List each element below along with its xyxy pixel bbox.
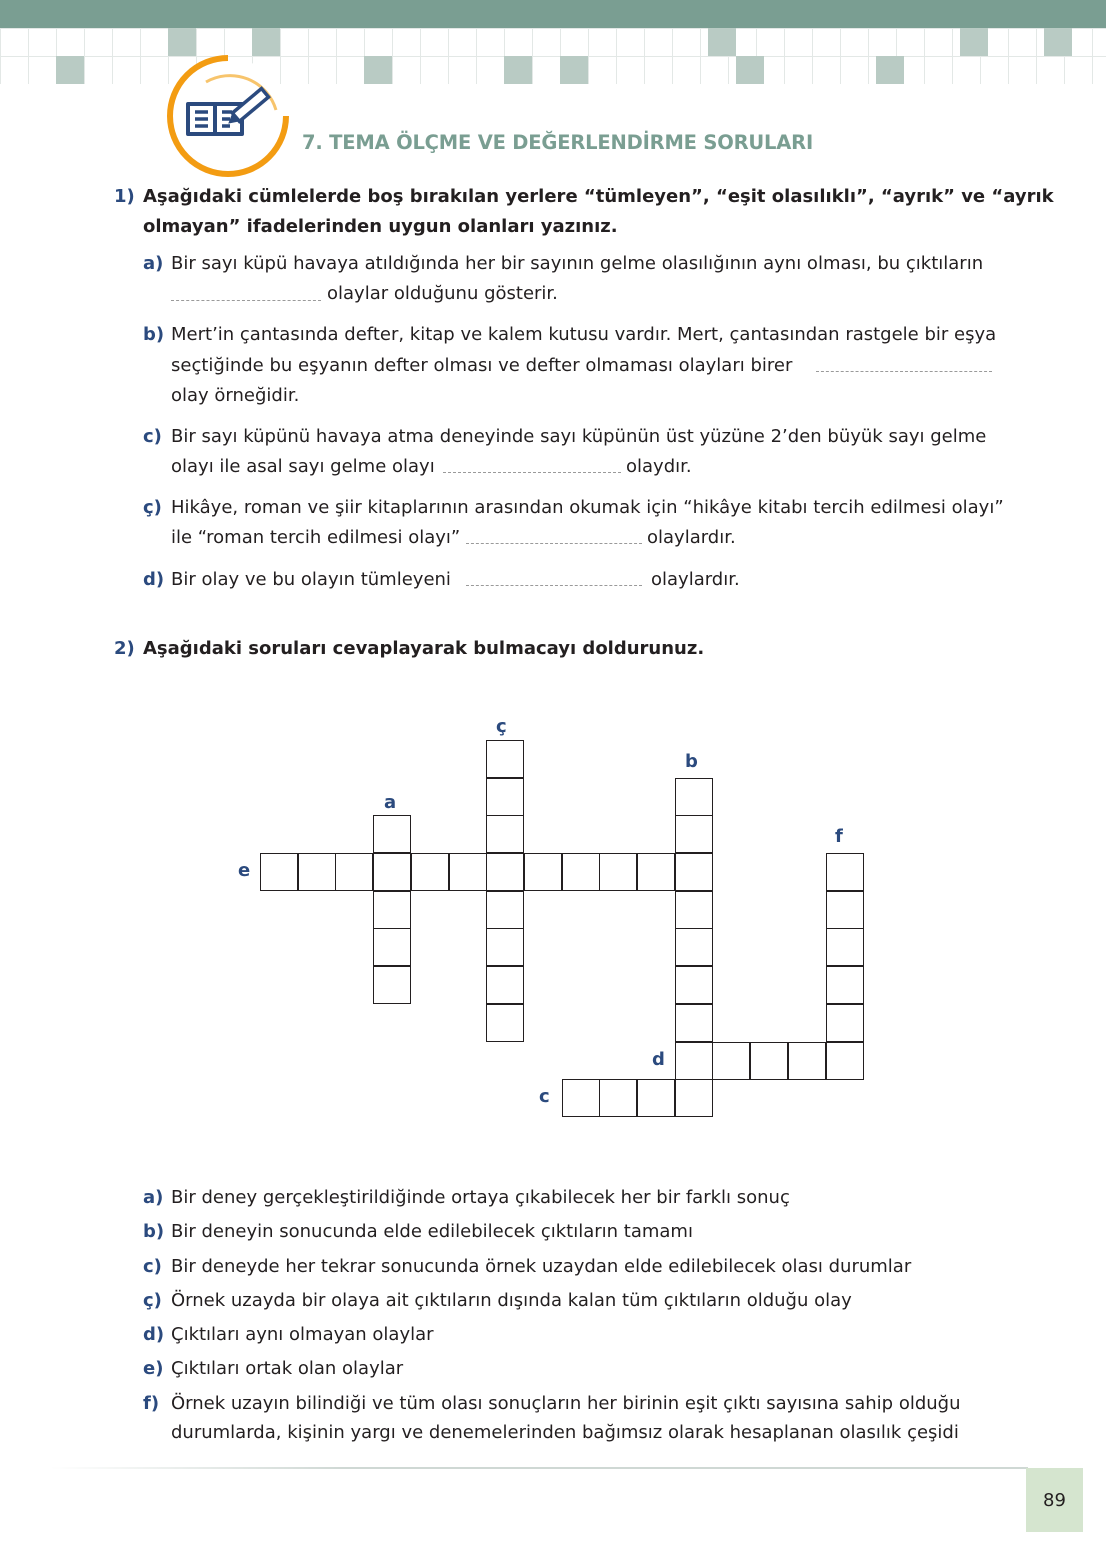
- clue-e-label: e): [143, 1358, 164, 1379]
- crossword-cell[interactable]: [675, 1004, 713, 1042]
- crossword-cell[interactable]: [826, 1004, 864, 1042]
- crossword-cell[interactable]: [675, 1042, 713, 1080]
- crossword-cell[interactable]: [826, 928, 864, 966]
- crossword-cell[interactable]: [486, 853, 524, 891]
- crossword-cell[interactable]: [675, 928, 713, 966]
- question-1-prompt-line1: Aşağıdaki cümlelerde boş bırakılan yerlere “tümleyen”, “eşit olasılıklı”, “ayrık” ve “ayrık: [143, 186, 1054, 207]
- crossword-cell[interactable]: [675, 815, 713, 853]
- crossword-cell[interactable]: [675, 853, 713, 891]
- crossword-label-f: f: [835, 826, 843, 847]
- crossword-cell[interactable]: [260, 853, 298, 891]
- crossword-cell[interactable]: [486, 815, 524, 853]
- crossword-label-d: d: [652, 1049, 665, 1070]
- clue-d-text: Çıktıları aynı olmayan olaylar: [171, 1324, 434, 1345]
- crossword-cell[interactable]: [826, 966, 864, 1004]
- crossword-cell[interactable]: [826, 853, 864, 891]
- crossword-cell[interactable]: [562, 853, 600, 891]
- question-1-number: 1): [114, 186, 135, 207]
- crossword-cell[interactable]: [373, 815, 411, 853]
- crossword-cell[interactable]: [335, 853, 373, 891]
- crossword-cell[interactable]: [373, 891, 411, 929]
- crossword-cell[interactable]: [599, 853, 637, 891]
- crossword-cell[interactable]: [675, 891, 713, 929]
- crossword-label-c-cedilla: ç: [496, 716, 507, 737]
- clue-c-label: c): [143, 1256, 162, 1277]
- item-c-line2-end: olaydır.: [626, 456, 692, 477]
- crossword-cell[interactable]: [411, 853, 449, 891]
- crossword-cell[interactable]: [486, 740, 524, 778]
- crossword-label-a: a: [384, 792, 397, 813]
- item-d-line1-end: olaylardır.: [651, 569, 740, 590]
- crossword-cell[interactable]: [298, 853, 336, 891]
- crossword-cell[interactable]: [599, 1079, 637, 1117]
- crossword-cell[interactable]: [675, 778, 713, 816]
- question-2-prompt: Aşağıdaki soruları cevaplayarak bulmacayı doldurunuz.: [143, 638, 705, 659]
- crossword-cell[interactable]: [373, 853, 411, 891]
- crossword-cell[interactable]: [486, 928, 524, 966]
- clue-c-text: Bir deneyde her tekrar sonucunda örnek uzaydan elde edilebilecek olası durumlar: [171, 1256, 912, 1277]
- answer-blank-c-cedilla[interactable]: [466, 543, 642, 544]
- item-b-label: b): [143, 324, 165, 345]
- book-pencil-icon: [166, 54, 290, 178]
- crossword-cell[interactable]: [373, 966, 411, 1004]
- crossword-cell[interactable]: [486, 966, 524, 1004]
- top-color-bar: [0, 0, 1106, 28]
- item-b-line1: Mert’in çantasında defter, kitap ve kalem kutusu vardır. Mert, çantasından rastgele bir eşya: [171, 324, 997, 345]
- crossword-cell[interactable]: [637, 1079, 675, 1117]
- answer-blank-d[interactable]: [466, 585, 642, 586]
- footer-divider: [50, 1467, 1028, 1469]
- item-c-label: c): [143, 426, 162, 447]
- crossword-cell[interactable]: [826, 891, 864, 929]
- crossword-label-e: e: [238, 860, 251, 881]
- page-title: 7. TEMA ÖLÇME VE DEĞERLENDİRME SORULARI: [302, 131, 814, 154]
- page-number: 89: [1043, 1490, 1066, 1511]
- item-c-cedilla-line2-end: olaylardır.: [647, 527, 736, 548]
- crossword-cell[interactable]: [449, 853, 487, 891]
- clue-c-cedilla-text: Örnek uzayda bir olaya ait çıktıların dışında kalan tüm çıktıların olduğu olay: [171, 1290, 852, 1311]
- crossword-cell[interactable]: [524, 853, 562, 891]
- crossword-cell[interactable]: [562, 1079, 600, 1117]
- crossword-label-b: b: [685, 751, 698, 772]
- clue-a-label: a): [143, 1187, 164, 1208]
- crossword-cell[interactable]: [486, 778, 524, 816]
- item-d-line1: Bir olay ve bu olayın tümleyeni: [171, 569, 451, 590]
- item-c-cedilla-line1: Hikâye, roman ve şiir kitaplarının arasından okumak için “hikâye kitabı tercih edilmesi olayı”: [171, 497, 1004, 518]
- crossword-cell[interactable]: [486, 891, 524, 929]
- crossword-cell[interactable]: [637, 853, 675, 891]
- clue-b-text: Bir deneyin sonucunda elde edilebilecek çıktıların tamamı: [171, 1221, 693, 1242]
- item-b-line3: olay örneğidir.: [171, 385, 300, 406]
- item-c-cedilla-line2: ile “roman tercih edilmesi olayı”: [171, 527, 461, 548]
- crossword-cell[interactable]: [788, 1042, 826, 1080]
- question-1-prompt-line2: olmayan” ifadelerinden uygun olanları yazınız.: [143, 216, 618, 237]
- item-a-line1: Bir sayı küpü havaya atıldığında her bir sayının gelme olasılığının aynı olması, bu çıktıların: [171, 253, 984, 274]
- clue-c-cedilla-label: ç): [143, 1290, 162, 1311]
- clue-f-text: Örnek uzayın bilindiği ve tüm olası sonuçların her birinin eşit çıktı sayısına sahip olduğu: [171, 1393, 961, 1414]
- clue-f-text-line2: durumlarda, kişinin yargı ve denemelerinden bağımsız olarak hesaplanan olasılık çeşidi: [171, 1422, 959, 1443]
- clue-f-label: f): [143, 1393, 160, 1414]
- clue-e-text: Çıktıları ortak olan olaylar: [171, 1358, 404, 1379]
- crossword-cell[interactable]: [486, 1004, 524, 1042]
- item-d-label: d): [143, 569, 165, 590]
- item-a-line2: olaylar olduğunu gösterir.: [327, 283, 558, 304]
- question-2-number: 2): [114, 638, 135, 659]
- item-b-line2: seçtiğinde bu eşyanın defter olması ve defter olmaması olayları birer: [171, 355, 793, 376]
- item-c-line1: Bir sayı küpünü havaya atma deneyinde sayı küpünün üst yüzüne 2’den büyük sayı gelme: [171, 426, 987, 447]
- crossword-cell[interactable]: [712, 1042, 750, 1080]
- page-number-box: [1026, 1468, 1083, 1532]
- crossword-cell[interactable]: [675, 1079, 713, 1117]
- crossword-cell[interactable]: [826, 1042, 864, 1080]
- clue-d-label: d): [143, 1324, 165, 1345]
- crossword-cell[interactable]: [675, 966, 713, 1004]
- answer-blank-b[interactable]: [816, 371, 992, 372]
- item-a-label: a): [143, 253, 164, 274]
- crossword-cell[interactable]: [750, 1042, 788, 1080]
- answer-blank-c[interactable]: [443, 472, 621, 473]
- item-c-line2: olayı ile asal sayı gelme olayı: [171, 456, 435, 477]
- crossword-label-c: c: [539, 1086, 550, 1107]
- clue-a-text: Bir deney gerçekleştirildiğinde ortaya çıkabilecek her bir farklı sonuç: [171, 1187, 790, 1208]
- answer-blank-a[interactable]: [171, 300, 321, 301]
- item-c-cedilla-label: ç): [143, 497, 162, 518]
- crossword-cell[interactable]: [373, 928, 411, 966]
- clue-b-label: b): [143, 1221, 165, 1242]
